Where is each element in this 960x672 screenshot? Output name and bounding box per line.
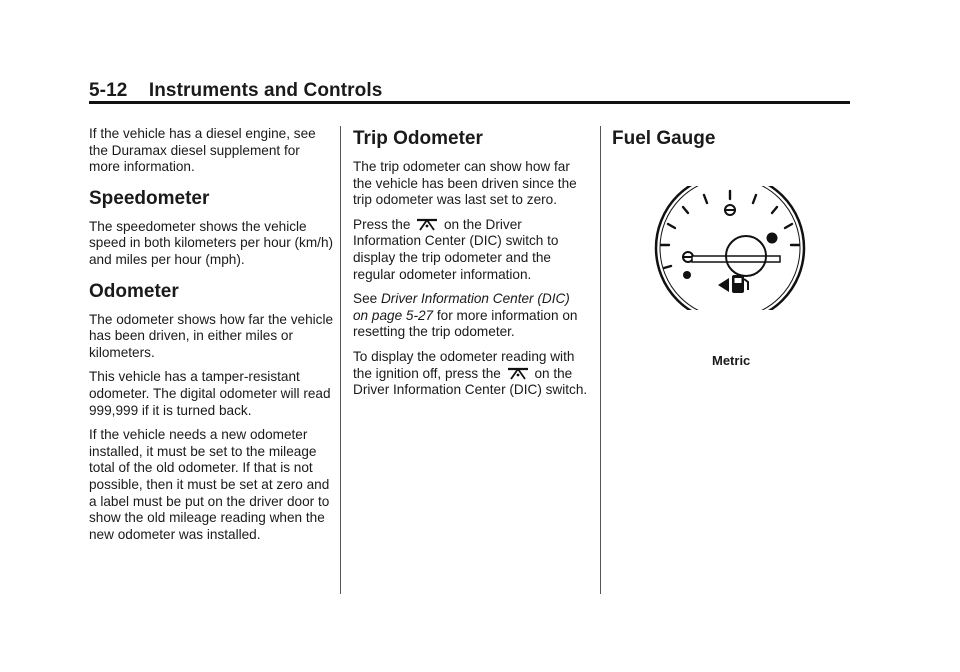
text-run: See	[353, 291, 378, 307]
odometer-paragraph: If the vehicle needs a new odometer installed, it must be set to the mileage total of the old odometer. If that is not possible, then it must be set at zero and a label must be put on the driver door to show the old mileage reading when the new odometer was installed.	[89, 427, 330, 542]
section-title: Instruments and Controls	[148, 80, 383, 101]
intro-paragraph: If the vehicle has a diesel engine, see the Duramax diesel supplement for more information.	[89, 126, 316, 175]
figure-caption: Metric	[712, 353, 751, 368]
trip-odometer-paragraph	[353, 217, 588, 283]
fuel-gauge-heading: Fuel Gauge	[612, 128, 716, 149]
odometer-heading: Odometer	[89, 280, 179, 302]
trip-odometer-paragraph: The trip odometer can show how far the vehicle has been driven since the trip odometer was last set to zero.	[353, 159, 577, 208]
page-header	[89, 80, 382, 102]
column-middle	[353, 126, 588, 407]
page-number: 5-12	[89, 80, 128, 101]
trip-odometer-paragraph	[353, 349, 588, 399]
column-divider	[600, 126, 601, 594]
cross-reference-link[interactable]: Driver Information Center (DIC) on page 5-27	[353, 291, 570, 323]
text-run: on the Driver Information Center (DIC) switch.	[353, 365, 588, 398]
speedometer-paragraph: The speedometer shows the vehicle speed in both kilometers per hour (km/h) and miles per hour (mph).	[89, 218, 334, 267]
trip-odometer-paragraph	[353, 291, 588, 341]
header-rule	[89, 101, 850, 104]
trip-odometer-button-icon	[416, 217, 438, 231]
trip-odometer-heading: Trip Odometer	[353, 128, 483, 149]
column-left	[89, 126, 334, 551]
text-run: Press the	[353, 216, 411, 232]
trip-odometer-button-icon	[507, 366, 529, 380]
speedometer-heading: Speedometer	[89, 187, 210, 209]
column-right	[612, 126, 850, 159]
odometer-paragraph: This vehicle has a tamper-resistant odometer. The digital odometer will read 999,999 if it is turned back.	[89, 369, 331, 418]
column-divider	[340, 126, 341, 594]
fuel-gauge-icon	[654, 186, 806, 310]
text-run: To display the odometer reading with the ignition off, press the	[353, 348, 575, 381]
text-run: on the Driver Information Center (DIC) switch to display the trip odometer and the regular odometer information.	[353, 216, 559, 282]
odometer-paragraph: The odometer shows how far the vehicle has been driven, in either miles or kilometers.	[89, 311, 334, 360]
text-run: for more information on resetting the trip odometer.	[353, 307, 578, 340]
